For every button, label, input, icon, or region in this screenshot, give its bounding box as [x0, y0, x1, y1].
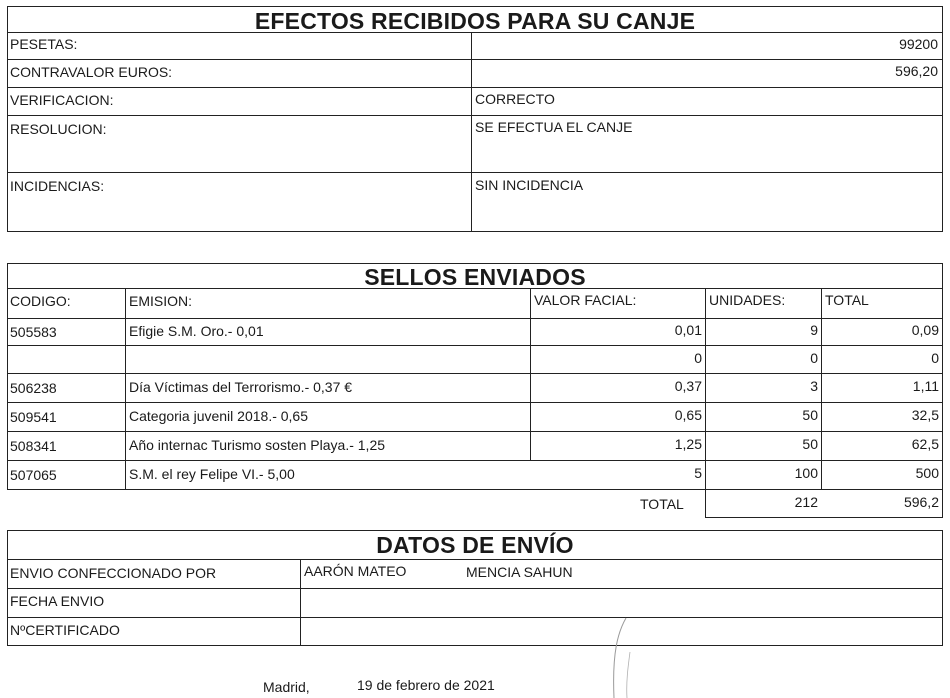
footer-date: 19 de febrero de 2021: [357, 677, 495, 693]
footer-city: Madrid,: [263, 679, 310, 695]
resolucion-value: SE EFECTUA EL CANJE: [475, 119, 633, 135]
row-codigo: 507065: [10, 467, 57, 483]
row-total: 32,5: [911, 407, 939, 423]
row-valor: 0: [694, 350, 702, 366]
row-emision: S.M. el rey Felipe VI.- 5,00: [129, 466, 295, 482]
efectos-title: EFECTOS RECIBIDOS PARA SU CANJE: [254, 8, 696, 34]
row-valor: 0,37: [674, 378, 702, 394]
row-emision: Efigie S.M. Oro.- 0,01: [129, 323, 264, 339]
row-unidades: 3: [810, 378, 818, 394]
row-valor: 1,25: [674, 436, 702, 452]
row-valor: 0,65: [674, 407, 702, 423]
row-codigo: 505583: [10, 324, 57, 340]
row-unidades: 9: [810, 322, 818, 338]
confeccionado-nombre: AARÓN MATEO: [304, 563, 407, 579]
row-codigo: 509541: [10, 409, 57, 425]
verificacion-value: CORRECTO: [475, 91, 555, 107]
row-emision: Categoria juvenil 2018.- 0,65: [129, 408, 309, 424]
total-unidades: 212: [794, 494, 818, 510]
fecha-envio-label: FECHA ENVIO: [10, 593, 105, 609]
col-header-total: TOTAL: [825, 292, 869, 308]
confeccionado-apellidos: MENCIA SAHUN: [466, 564, 573, 580]
col-header-emision: EMISION:: [129, 293, 193, 309]
total-label: TOTAL: [640, 496, 684, 512]
row-emision: Día Víctimas del Terrorismo.- 0,37 €: [129, 379, 353, 395]
row-total: 62,5: [911, 436, 939, 452]
certificado-label: NºCERTIFICADO: [10, 622, 120, 638]
pen-mark: [590, 612, 650, 698]
datos-envio-title: DATOS DE ENVÍO: [376, 532, 574, 558]
contravalor-label: CONTRAVALOR EUROS:: [10, 64, 173, 80]
row-total: 0: [931, 350, 939, 366]
contravalor-value: 596,20: [895, 63, 938, 79]
col-header-codigo: CODIGO:: [10, 293, 71, 309]
row-unidades: 0: [810, 350, 818, 366]
row-unidades: 50: [802, 407, 818, 423]
verificacion-label: VERIFICACION:: [10, 92, 114, 108]
row-valor: 0,01: [674, 322, 702, 338]
row-total: 0,09: [911, 322, 939, 338]
row-total: 500: [915, 465, 939, 481]
row-codigo: 508341: [10, 438, 57, 454]
row-total: 1,11: [912, 378, 939, 394]
resolucion-label: RESOLUCION:: [10, 121, 107, 137]
col-header-valor: VALOR FACIAL:: [534, 292, 637, 308]
row-codigo: 506238: [10, 380, 57, 396]
confeccionado-label: ENVIO CONFECCIONADO POR: [10, 565, 217, 581]
row-emision: Año internac Turismo sosten Playa.- 1,25: [129, 437, 386, 453]
sellos-title: SELLOS ENVIADOS: [364, 264, 586, 290]
pesetas-value: 99200: [899, 36, 938, 52]
total-importe: 596,2: [903, 494, 939, 510]
row-unidades: 100: [794, 465, 818, 481]
incidencias-value: SIN INCIDENCIA: [475, 177, 584, 193]
pesetas-label: PESETAS:: [10, 36, 78, 52]
col-header-unidades: UNIDADES:: [709, 292, 786, 308]
row-valor: 5: [694, 465, 702, 481]
incidencias-label: INCIDENCIAS:: [10, 178, 105, 194]
row-unidades: 50: [802, 436, 818, 452]
